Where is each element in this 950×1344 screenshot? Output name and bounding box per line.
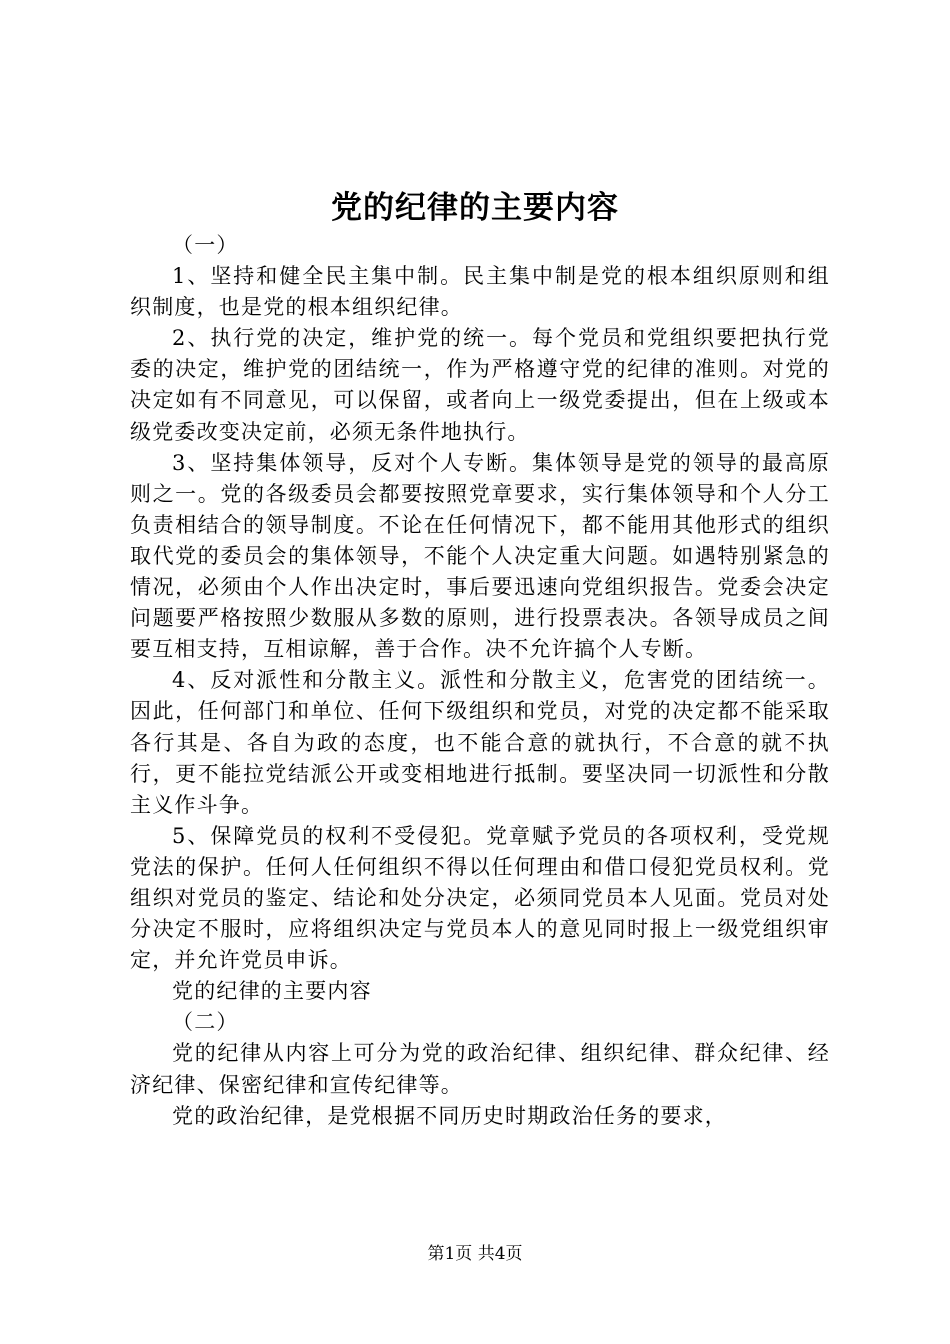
document-title: 党的纪律的主要内容 [331,190,619,226]
section-heading-1: （一） [172,233,239,257]
paragraph-item-3: 3、坚持集体领导，反对个人专断。集体领导是党的领导的最高原则之一。党的各级委员会都要按照党章要求，实行集体领导和个人分工负责相结合的领导制度。不论在任何情况下，都不能用其他形式的组织取代党的委员会的集体领导，不能个人决定重大问题。如遇特别紧急的情况，必须由个人作出决定时，事后要迅速向党组织报告。党委会决定问题要严格按照少数服从多数的原则，进行投票表决。各领导成员之间要互相支持，互相谅解，善于合作。决不允许搞个人专断。 [130,450,830,662]
repeated-title-line: 党的纪律的主要内容 [172,979,372,1004]
paragraph-item-4: 4、反对派性和分散主义。派性和分散主义，危害党的团结统一。因此，任何部门和单位、任何下级组织和党员，对党的决定都不能采取各行其是、各自为政的态度，也不能合意的就执行，不合意的就不执行，更不能拉党结派公开或变相地进行抵制。要坚决同一切派性和分散主义作斗争。 [130,668,830,817]
paragraph-item-5: 5、保障党员的权利不受侵犯。党章赋予党员的各项权利，受党规党法的保护。任何人任何组织不得以任何理由和借口侵犯党员权利。党组织对党员的鉴定、结论和处分决定，必须同党员本人见面。党员对处分决定不服时，应将组织决定与党员本人的意见同时报上一级党组织审定，并允许党员申诉。 [130,823,830,973]
document-body [130,230,830,1132]
page-number-footer: 第1页 共4页 [427,1244,523,1264]
section-heading-2: （二） [172,1010,239,1035]
paragraph-discipline-types: 党的纪律从内容上可分为党的政治纪律、组织纪律、群众纪律、经济纪律、保密纪律和宣传纪律等。 [130,1041,830,1097]
paragraph-item-1: 1、坚持和健全民主集中制。民主集中制是党的根本组织原则和组织制度，也是党的根本组织纪律。 [130,264,830,320]
paragraph-item-2: 2、执行党的决定，维护党的统一。每个党员和党组织要把执行党委的决定，维护党的团结统一，作为严格遵守党的纪律的准则。对党的决定如有不同意见，可以保留，或者向上一级党委提出，但在上级或本级党委改变决定前，必须无条件地执行。 [130,326,830,444]
paragraph-political-discipline: 党的政治纪律，是党根据不同历史时期政治任务的要求， [172,1103,727,1128]
